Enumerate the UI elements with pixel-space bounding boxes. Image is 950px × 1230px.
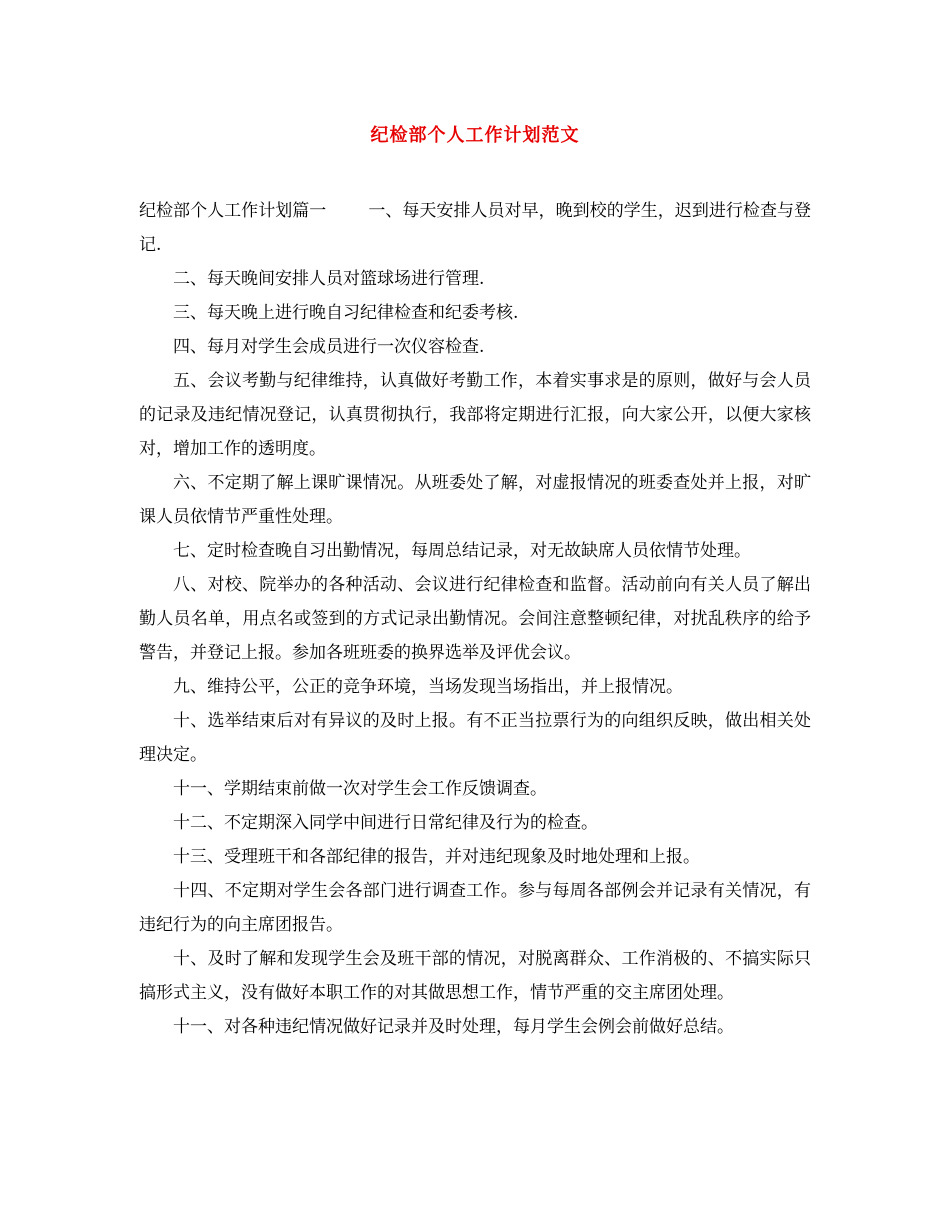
paragraph: 九、维持公平，公正的竞争环境，当场发现当场指出，并上报情况。 [173,677,683,697]
paragraph: 七、定时检查晚自习出勤情况，每周总结记录，对无故缺席人员依情节处理。 [173,541,751,561]
paragraph: 十、及时了解和发现学生会及班干部的情况，对脱离群众、工作消极的、不搞实际只搞形式主义，没有做好本职工作的对其做思想工作，情节严重的交主席团处理。 [139,949,811,1003]
paragraph: 六、不定期了解上课旷课情况。从班委处了解，对虚报情况的班委查处并上报，对旷课人员依情节严重性处理。 [139,473,811,527]
paragraph: 二、每天晚间安排人员对篮球场进行管理. [173,269,485,289]
paragraph: 十、选举结束后对有异议的及时上报。有不正当拉票行为的向组织反映，做出相关处理决定。 [139,711,811,765]
document-body [139,194,811,1044]
paragraph: 十四、不定期对学生会各部门进行调查工作。参与每周各部例会并记录有关情况，有违纪行为的向主席团报告。 [139,881,811,935]
paragraph: 八、对校、院举办的各种活动、会议进行纪律检查和监督。活动前向有关人员了解出勤人员名单，用点名或签到的方式记录出勤情况。会间注意整顿纪律，对扰乱秩序的给予警告，并登记上报。参加各班班委的换界选举及评优会议。 [139,575,811,663]
intro-lead: 纪检部个人工作计划篇一 [139,201,327,221]
paragraph: 十一、对各种违纪情况做好记录并及时处理，每月学生会例会前做好总结。 [173,1017,734,1037]
paragraph: 四、每月对学生会成员进行一次仪容检查. [173,337,485,357]
paragraph: 三、每天晚上进行晚自习纪律检查和纪委考核. [173,303,519,323]
paragraph: 十三、受理班干和各部纪律的报告，并对违纪现象及时地处理和上报。 [173,847,700,867]
intro-text: 一、每天安排人员对早，晚到校的学生，迟到进行检查与登记. [139,201,811,255]
intro-paragraph [139,194,811,262]
paragraph: 五、会议考勤与纪律维持，认真做好考勤工作，本着实事求是的原则，做好与会人员的记录及违纪情况登记，认真贯彻执行，我部将定期进行汇报，向大家公开，以便大家核对，增加工作的透明度。 [139,371,811,459]
document-title: 纪检部个人工作计划范文 [370,125,580,146]
paragraph: 十一、学期结束前做一次对学生会工作反馈调查。 [173,779,547,799]
paragraph: 十二、不定期深入同学中间进行日常纪律及行为的检查。 [173,813,598,833]
